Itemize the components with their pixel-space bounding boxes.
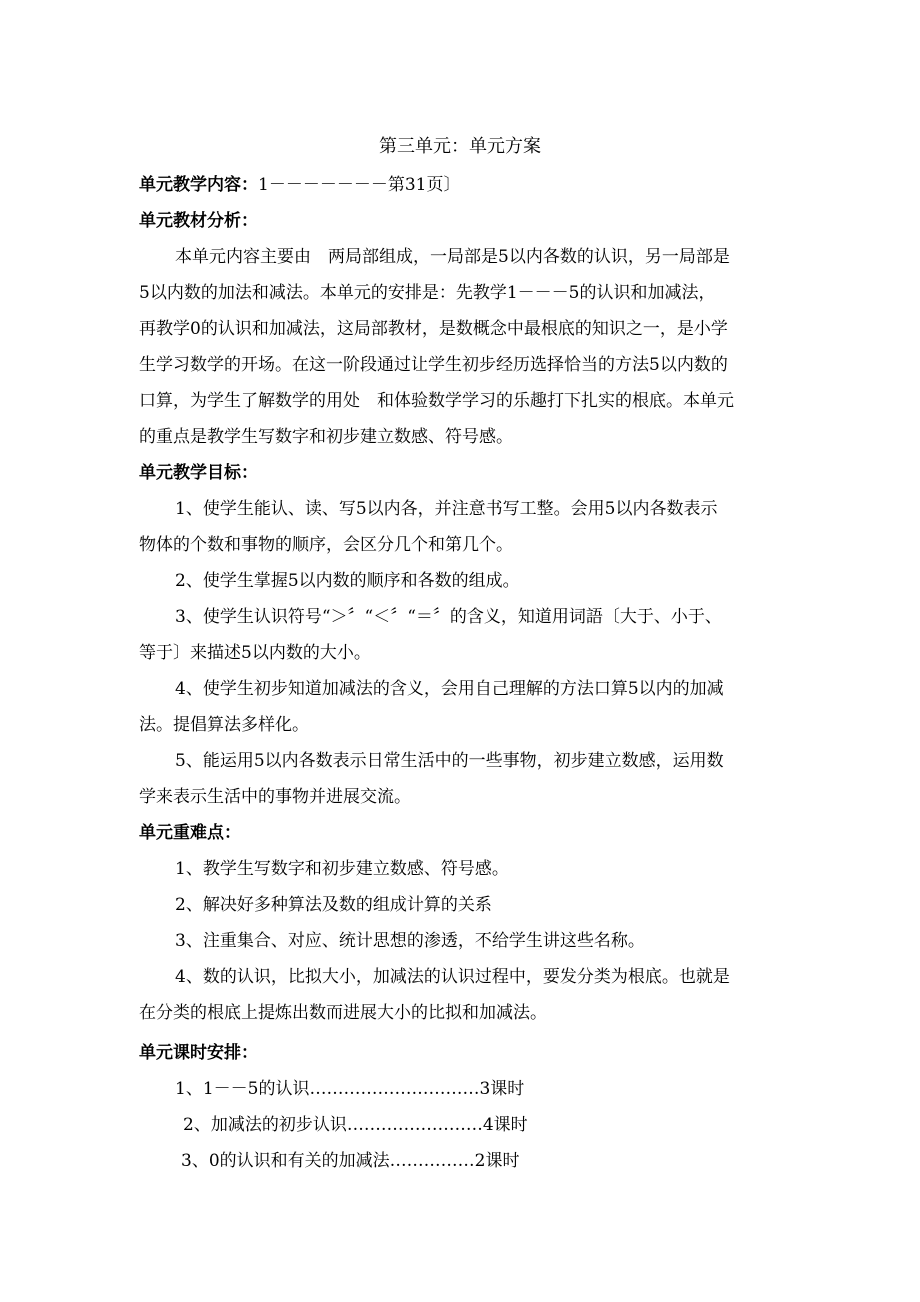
difficulty-line: 2、解决好多种算法及数的组成计算的关系 <box>175 895 492 915</box>
analysis-line: 5以内数的加法和减法。本单元的安排是：先教学1－－－5的认识和加减法， <box>139 283 716 303</box>
difficulty-line: 在分类的根底上提炼出数而进展大小的比拟和加减法。 <box>139 1003 547 1023</box>
schedule-line: 3、0的认识和有关的加减法……………2课时 <box>181 1151 520 1171</box>
schedule-line: 1、1－－5的认识…………………………3课时 <box>175 1079 525 1099</box>
difficulty-line: 4、数的认识，比拟大小，加减法的认识过程中，要发分类为根底。也就是 <box>175 967 730 987</box>
document-title: 第三单元：单元方案 <box>379 136 541 157</box>
analysis-line: 的重点是教学生写数字和初步建立数感、符号感。 <box>139 427 513 447</box>
content-line <box>139 172 789 198</box>
goal-line: 等于〕来描述5以内数的大小。 <box>139 643 371 663</box>
goal-line: 3、使学生认识符号“＞〞“＜〞“＝〞的含义，知道用词語〔大于、小于、 <box>175 607 722 627</box>
analysis-line: 再教学0的认识和加减法，这局部教材，是数概念中最根底的知识之一，是小学 <box>139 319 728 339</box>
content-text: 1－－－－－－－第31页〕 <box>258 175 461 195</box>
schedule-line: 2、加减法的初步认识……………………4课时 <box>183 1115 528 1135</box>
goal-line: 5、能运用5以内各数表示日常生活中的一些事物，初步建立数感，运用数 <box>175 751 724 771</box>
analysis-line: 口算，为学生了解数学的用处 和体验数学学习的乐趣打下扎实的根底。本单元 <box>139 391 734 411</box>
schedule-heading: 单元课时安排： <box>139 1043 258 1063</box>
difficulty-line: 1、教学生写数字和初步建立数感、符号感。 <box>175 859 509 879</box>
analysis-line: 本单元内容主要由 两局部组成，一局部是5以内各数的认识，另一局部是 <box>175 247 730 267</box>
difficulty-line: 3、注重集合、对应、统计思想的渗透，不给学生讲这些名称。 <box>175 931 645 951</box>
difficulty-heading: 单元重难点： <box>139 823 241 843</box>
goal-line: 2、使学生掌握5以内数的顺序和各数的组成。 <box>175 571 520 591</box>
goal-line: 4、使学生初步知道加减法的含义，会用自己理解的方法口算5以内的加减 <box>175 679 724 699</box>
goal-line: 1、使学生能认、读、写5以内各，并注意书写工整。会用5以内各数表示 <box>175 499 718 519</box>
goals-heading: 单元教学目标： <box>139 463 258 483</box>
goal-line: 学来表示生活中的事物并进展交流。 <box>139 787 411 807</box>
content-heading: 单元教学内容： <box>139 175 258 195</box>
analysis-heading: 单元教材分析： <box>139 211 258 231</box>
goal-line: 物体的个数和事物的顺序，会区分几个和第几个。 <box>139 535 513 555</box>
analysis-line: 生学习数学的开场。在这一阶段通过让学生初步经历选择恰当的方法5以内数的 <box>139 355 728 375</box>
goal-line: 法。提倡算法多样化。 <box>139 715 309 735</box>
